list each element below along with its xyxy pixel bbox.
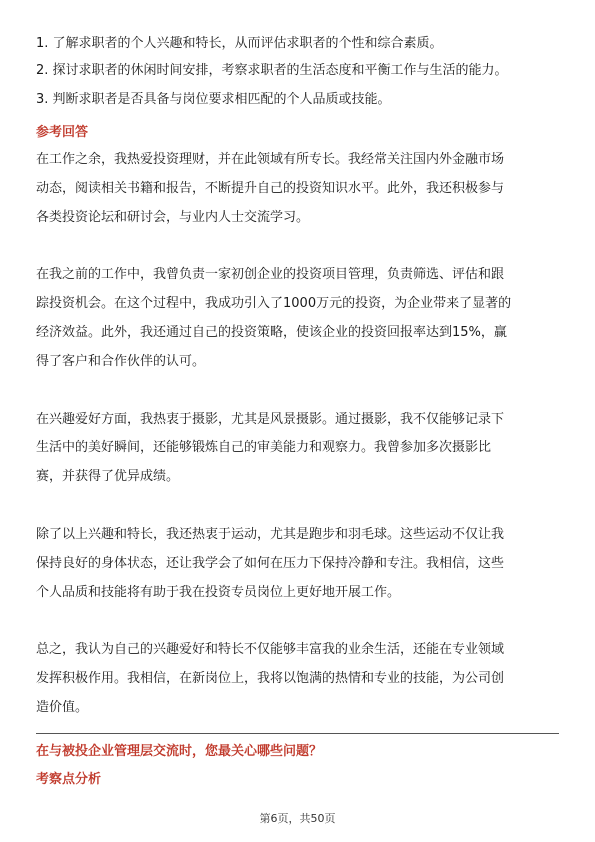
answer-text-line: 保持良好的身体状态，还让我学会了如何在压力下保持冷静和专注。我相信，这些 xyxy=(36,556,505,571)
answer-text-line: 在我之前的工作中，我曾负责一家初创企业的投资项目管理，负责筛选、评估和跟 xyxy=(36,267,505,282)
answer-text-line: 各类投资论坛和研讨会，与业内人士交流学习。 xyxy=(36,210,310,225)
analysis-heading: 考察点分析 xyxy=(36,772,102,787)
intro-list-item: 1. 了解求职者的个人兴趣和特长，从而评估求职者的个性和综合素质。 xyxy=(36,36,443,51)
answer-text-line: 在工作之余，我热爱投资理财，并在此领域有所专长。我经常关注国内外金融市场 xyxy=(36,152,505,167)
answer-heading: 参考回答 xyxy=(36,125,89,140)
answer-text-line: 在兴趣爱好方面，我热衷于摄影，尤其是风景摄影。通过摄影，我不仅能够记录下 xyxy=(36,412,505,427)
answer-text-line: 造价值。 xyxy=(36,700,89,715)
answer-text-line: 发挥积极作用。我相信，在新岗位上，我将以饱满的热情和专业的技能，为公司创 xyxy=(36,671,505,686)
intro-list-item: 2. 探讨求职者的休闲时间安排，考察求职者的生活态度和平衡工作与生活的能力。 xyxy=(36,63,508,78)
answer-text-line: 赛，并获得了优异成绩。 xyxy=(36,469,180,484)
answer-text-line: 动态，阅读相关书籍和报告，不断提升自己的投资知识水平。此外，我还积极参与 xyxy=(36,181,505,196)
answer-text-line: 踪投资机会。在这个过程中，我成功引入了1000万元的投资，为企业带来了显著的 xyxy=(36,296,512,311)
question-heading: 在与被投企业管理层交流时，您最关心哪些问题？ xyxy=(36,744,323,759)
answer-text-line: 总之，我认为自己的兴趣爱好和特长不仅能够丰富我的业余生活，还能在专业领域 xyxy=(36,642,505,657)
page-number: 第6页，共50页 xyxy=(259,812,336,825)
intro-list-item: 3. 判断求职者是否具备与岗位要求相匹配的个人品质或技能。 xyxy=(36,92,391,107)
answer-text-line: 个人品质和技能将有助于我在投资专员岗位上更好地开展工作。 xyxy=(36,585,401,600)
answer-text-line: 得了客户和合作伙伴的认可。 xyxy=(36,354,206,369)
answer-text-line: 生活中的美好瞬间，还能够锻炼自己的审美能力和观察力。我曾参加多次摄影比 xyxy=(36,440,492,455)
section-divider xyxy=(36,733,559,734)
answer-text-line: 经济效益。此外，我还通过自己的投资策略，使该企业的投资回报率达到15%，赢 xyxy=(36,325,507,340)
answer-text-line: 除了以上兴趣和特长，我还热衷于运动，尤其是跑步和羽毛球。这些运动不仅让我 xyxy=(36,527,505,542)
